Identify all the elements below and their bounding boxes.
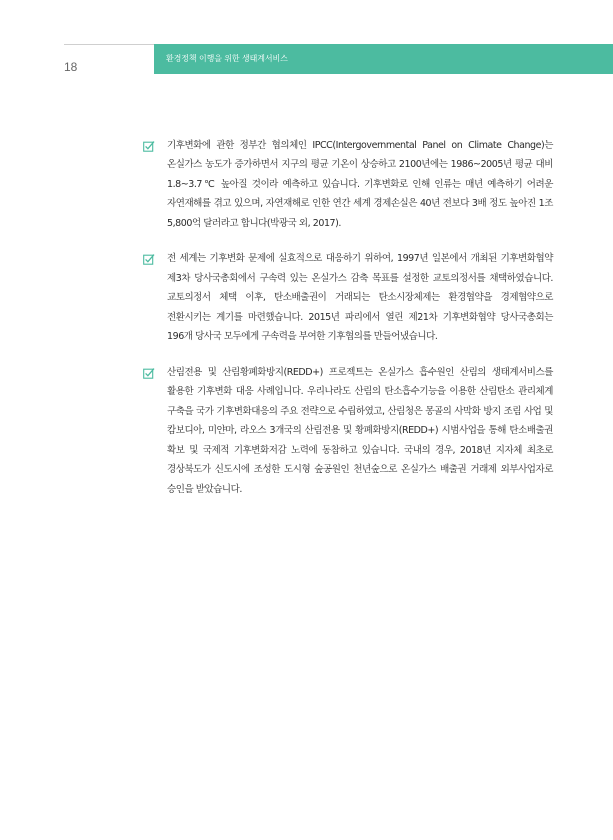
running-header-title: 환경정책 이행을 위한 생태계서비스 [166,54,288,63]
paragraph-1-text: 기후변화에 관한 정부간 협의체인 IPCC(Intergovernmental Panel on Climate Change)는 온실가스 농도가 증가하면서 지구의 평균 기온이 상승하고 2100년에는 1986~2005년 평균 대비 1.8~3.7℃ 높아질 것이라 예측하고 있습니다. 기후변화로 인해 인류는 매년 예측하기 어려운 자연재해를 겪고 있으며, 자연재해로 인한 연간 세계 경제손실은 40년 전보다 3배 정도 높아진 1조 5,800억 달러라고 합니다(박광국 외, 2017). [167,139,553,229]
check-box-icon [143,140,155,152]
paragraph-3 [143,363,553,500]
header-rule [64,44,154,45]
check-box-icon [143,253,155,265]
paragraph-2 [143,249,553,347]
body-content [143,126,553,515]
check-box-icon [143,367,155,379]
paragraph-2-text: 전 세계는 기후변화 문제에 실효적으로 대응하기 위하여, 1997년 일본에서 개최된 기후변화협약 제3차 당사국총회에서 구속력 있는 온실가스 감축 목표를 설정한 교토의정서를 채택하였습니다. 교토의정서 체택 이후, 탄소배출권이 거래되는 탄소시장체제는 환경협약을 경제협약으로 전환시키는 계기를 마련했습니다. 2015년 파리에서 열린 제21차 기후변화협약 당사국총회는 196개 당사국 모두에게 구속력을 부여한 기후협의를 만들어냈습니다. [167,253,553,342]
page-number: 18 [64,60,78,74]
paragraph-1 [143,136,553,234]
paragraph-3-text: 산림전용 및 산림황폐화방지(REDD+) 프로젝트는 온실가스 흡수원인 산림의 생태계서비스를 활용한 기후변화 대응 사례입니다. 우리나라도 산림의 탄소흡수기능을 이용한 산림탄소 관리체계 구축을 국가 기후변화대응의 주요 전략으로 수립하였고, 산림청은 몽골의 사막화 방지 조림 사업 및 캄보디아, 미얀마, 라오스 3개국의 산림전용 및 황폐화방지(REDD+) 시범사업을 통해 탄소배출권 확보 및 국제적 기후변화저감 노력에 동참하고 있습니다. 국내의 경우, 2018년 지자체 최초로 경상북도가 신도시에 조성한 도시형 숲공원인 천년숲으로 온실가스 배출권 거래제 외부사업자로 승인을 받았습니다. [167,366,553,495]
